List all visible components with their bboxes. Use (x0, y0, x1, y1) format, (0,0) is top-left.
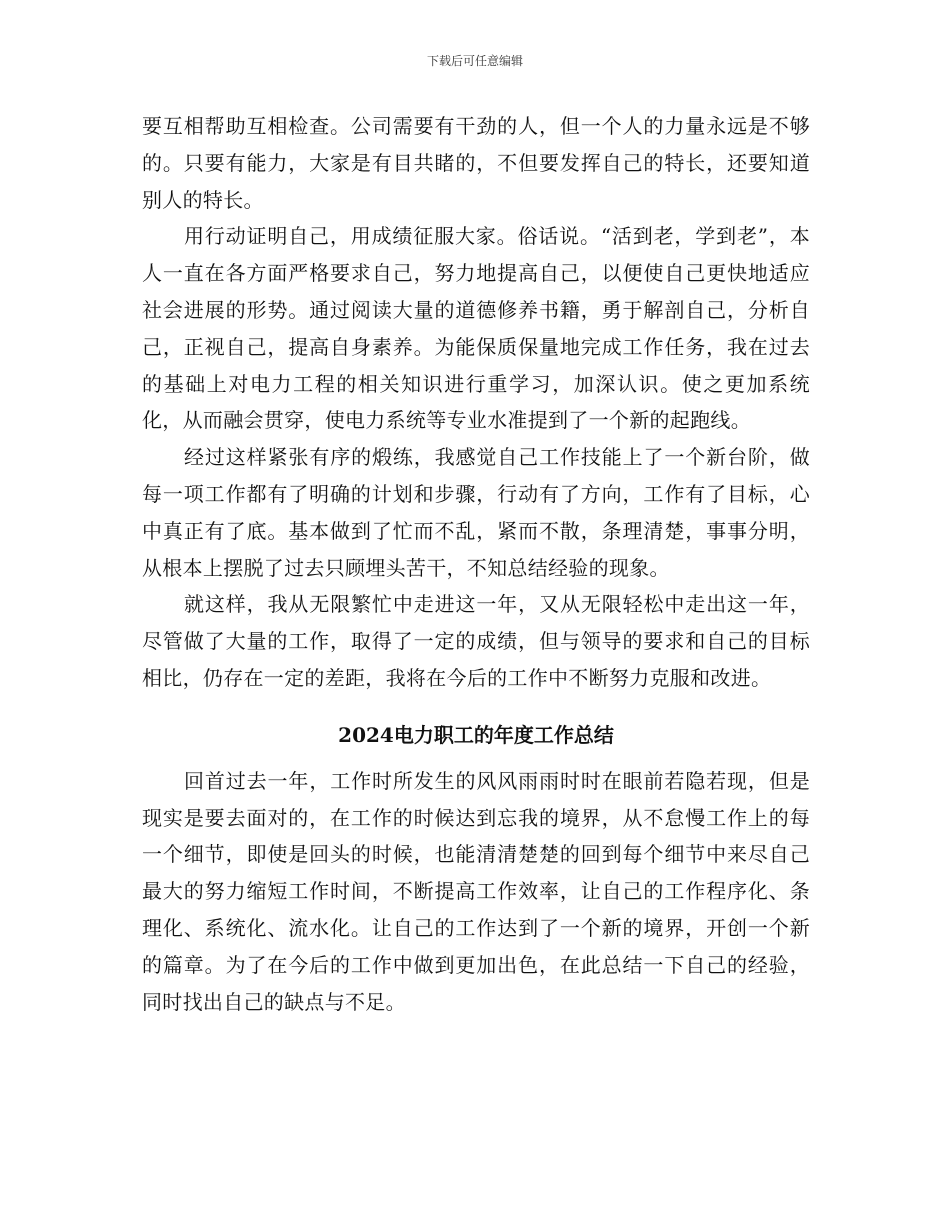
paragraph: 回首过去一年，工作时所发生的风风雨雨时时在眼前若隐若现，但是现实是要去面对的，在工作的时候达到忘我的境界，从不怠慢工作上的每一个细节，即使是回头的时候，也能清清楚楚的回到每个细节中来尽自己最大的努力缩短工作时间，不断提高工作效率，让自己的工作程序化、条理化、系统化、流水化。让自己的工作达到了一个新的境界，开创一个新的篇章。为了在今后的工作中做到更加出色，在此总结一下自己的经验，同时找出自己的缺点与不足。 (142, 768, 810, 1014)
section-title: 2024电力职工的年度工作总结 (338, 722, 614, 747)
paragraph: 经过这样紧张有序的煅练，我感觉自己工作技能上了一个新台阶，做每一项工作都有了明确的计划和步骤，行动有了方向，工作有了目标，心中真正有了底。基本做到了忙而不乱，紧而不散，条理清楚，事事分明，从根本上摆脱了过去只顾埋头苦干，不知总结经验的现象。 (142, 445, 810, 580)
paragraph: 就这样，我从无限繁忙中走进这一年，又从无限轻松中走出这一年，尽管做了大量的工作，取得了一定的成绩，但与领导的要求和自己的目标相比，仍存在一定的差距，我将在今后的工作中不断努力克服和改进。 (142, 592, 810, 690)
document-body (142, 108, 810, 1020)
paragraph-continuation: 要互相帮助互相检查。公司需要有干劲的人，但一个人的力量永远是不够的。只要有能力，大家是有目共睹的，不但要发挥自己的特长，还要知道别人的特长。 (142, 114, 810, 212)
paragraph: 用行动证明自己，用成绩征服大家。俗话说。“活到老，学到老”，本人一直在各方面严格要求自己，努力地提高自己，以便使自己更快地适应社会进展的形势。通过阅读大量的道德修养书籍，勇于解剖自己，分析自己，正视自己，提高自身素养。为能保质保量地完成工作任务，我在过去的基础上对电力工程的相关知识进行重学习，加深认识。使之更加系统化，从而融会贯穿，使电力系统等专业水准提到了一个新的起跑线。 (142, 224, 810, 433)
page-header: 下载后可任意编辑 (426, 54, 523, 68)
